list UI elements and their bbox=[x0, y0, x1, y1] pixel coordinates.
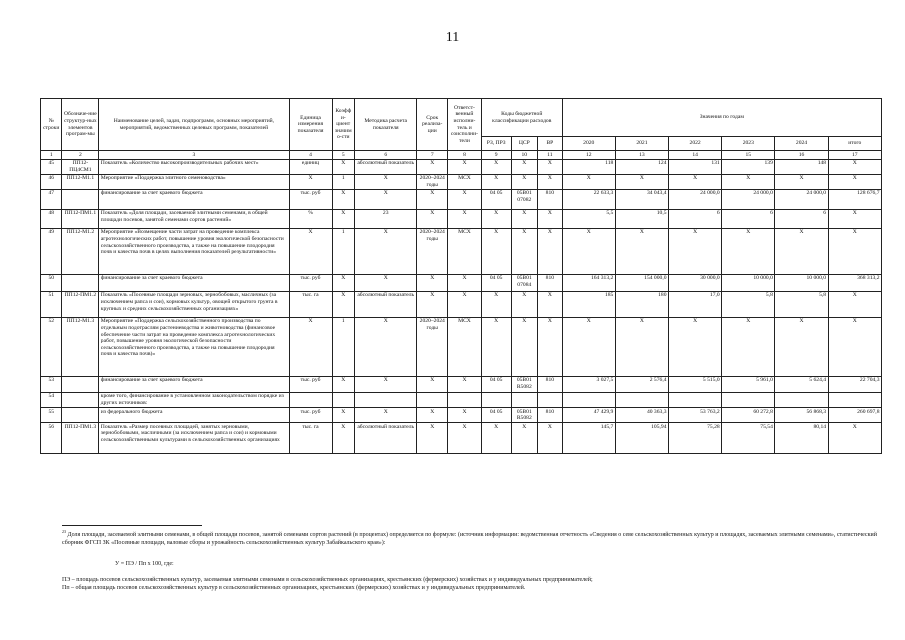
row-number: 55 bbox=[41, 408, 62, 423]
csr-code-cell: 05В01 R5082 bbox=[511, 408, 538, 423]
year-value-cell: X bbox=[615, 174, 668, 189]
year-value-cell: 10 000,0 bbox=[722, 274, 775, 291]
year-value-cell: 139 bbox=[722, 159, 775, 174]
table-row bbox=[41, 159, 882, 174]
column-number: 8 bbox=[448, 151, 482, 160]
header-unit: Единица измерения показателя bbox=[289, 99, 332, 151]
vr-code-cell: X bbox=[538, 228, 563, 274]
column-number: 3 bbox=[99, 151, 289, 160]
element-code bbox=[62, 189, 99, 209]
indicator-name: Показатель «Размер посевных площадей, занятых зерновыми, зернобобовыми, масличными (за исключением рапса и сои) и кормовыми сельскохозяйственными культурами в сельскохозяйственных организациях bbox=[99, 423, 289, 454]
coefficient-cell: X bbox=[332, 376, 355, 392]
year-value-cell: X bbox=[669, 174, 722, 189]
row-number: 47 bbox=[41, 189, 62, 209]
unit-cell: % bbox=[289, 209, 332, 228]
term-cell: 2020–2024 годы bbox=[417, 317, 448, 376]
unit-cell: тыс. руб bbox=[289, 408, 332, 423]
table-row bbox=[41, 189, 882, 209]
column-number: 6 bbox=[355, 151, 417, 160]
header-year-2020: 2020 bbox=[562, 137, 615, 151]
year-value-cell: 180 bbox=[615, 291, 668, 317]
coefficient-cell: 1 bbox=[332, 317, 355, 376]
header-term: Срок реализа-ции bbox=[417, 99, 448, 151]
header-year-2022: 2022 bbox=[669, 137, 722, 151]
year-value-cell: 60 272,8 bbox=[722, 408, 775, 423]
year-value-cell: X bbox=[722, 317, 775, 376]
method-cell: X bbox=[355, 376, 417, 392]
footnote-definition-pp: Пп – общая площадь посевов сельскохозяйственных культур в сельскохозяйственных организациях, крестьянских (фермерских) хозяйствах и у индивидуальных предпринимателей. bbox=[62, 585, 526, 591]
unit-cell: тыс. га bbox=[289, 291, 332, 317]
total-value-cell: X bbox=[828, 228, 881, 274]
total-value-cell: X bbox=[828, 159, 881, 174]
year-value-cell: 34 043,4 bbox=[615, 189, 668, 209]
year-value-cell: X bbox=[562, 228, 615, 274]
indicator-name: финансирование за счет краевого бюджета bbox=[99, 376, 289, 392]
year-value-cell: 145,7 bbox=[562, 423, 615, 454]
indicator-name: Показатель «Количество высокопроизводительных рабочих мест» bbox=[99, 159, 289, 174]
year-value-cell: 5 624,4 bbox=[775, 376, 828, 392]
year-value-cell: 10 000,0 bbox=[775, 274, 828, 291]
term-cell: X bbox=[417, 189, 448, 209]
header-name: Наименование целей, задач, подпрограмм, основных мероприятий, мероприятий, ведомственных целевых программ, показателей bbox=[99, 99, 289, 151]
responsible-cell: X bbox=[448, 189, 482, 209]
total-value-cell: 128 676,7 bbox=[828, 189, 881, 209]
coefficient-cell: 1 bbox=[332, 228, 355, 274]
program-indicators-table bbox=[40, 98, 882, 454]
year-value-cell: 17,0 bbox=[669, 291, 722, 317]
year-value-cell: X bbox=[775, 317, 828, 376]
year-value-cell: 30 000,0 bbox=[669, 274, 722, 291]
year-value-cell: X bbox=[722, 174, 775, 189]
footnote-definition-pe: ПЭ – площадь посевов сельскохозяйственных культур, засеваемая элитными семенами в сельскохозяйственных организациях, крестьянских (фермерских) хозяйствах и у индивидуальных предпринимателей; bbox=[62, 577, 593, 583]
footnote-formula: У = ПЭ / Пп х 100, где: bbox=[115, 561, 174, 567]
unit-cell: X bbox=[289, 228, 332, 274]
responsible-cell: МСХ bbox=[448, 317, 482, 376]
table-row bbox=[41, 317, 882, 376]
csr-code-cell: X bbox=[511, 174, 538, 189]
total-value-cell: X bbox=[828, 209, 881, 228]
year-value-cell: 40 363,3 bbox=[615, 408, 668, 423]
year-value-cell: 47 429,9 bbox=[562, 408, 615, 423]
column-number: 7 bbox=[417, 151, 448, 160]
rz-code-cell bbox=[481, 392, 511, 407]
total-value-cell: X bbox=[828, 423, 881, 454]
year-value-cell: X bbox=[562, 317, 615, 376]
rz-code-cell: 04 05 bbox=[481, 376, 511, 392]
row-number: 46 bbox=[41, 174, 62, 189]
indicator-name: из федерального бюджета bbox=[99, 408, 289, 423]
responsible-cell: X bbox=[448, 376, 482, 392]
year-value-cell: 24 000,0 bbox=[722, 189, 775, 209]
year-value-cell: X bbox=[775, 174, 828, 189]
csr-code-cell: X bbox=[511, 209, 538, 228]
year-value-cell: X bbox=[775, 228, 828, 274]
term-cell: X bbox=[417, 408, 448, 423]
header-year-2023: 2023 bbox=[722, 137, 775, 151]
vr-code-cell: X bbox=[538, 317, 563, 376]
year-value-cell bbox=[562, 392, 615, 407]
method-cell: X bbox=[355, 317, 417, 376]
year-value-cell: 24 000,0 bbox=[669, 189, 722, 209]
term-cell: 2020–2024 годы bbox=[417, 228, 448, 274]
term-cell: X bbox=[417, 291, 448, 317]
element-code: ПП12-ПМ1.2 bbox=[62, 291, 99, 317]
vr-code-cell: X bbox=[538, 159, 563, 174]
column-number: 10 bbox=[511, 151, 538, 160]
total-value-cell: X bbox=[828, 317, 881, 376]
indicator-name: Мероприятие «Возмещение части затрат на проведение комплекса агротехнологических работ, повышение уровня экологической безопасности сельскохозяйственного производства, а также на повышение плодородия почв и качества почв в целях выполнения показателей результативности» bbox=[99, 228, 289, 274]
total-value-cell: X bbox=[828, 291, 881, 317]
method-cell bbox=[355, 392, 417, 407]
header-csr: ЦСР bbox=[511, 137, 538, 151]
row-number: 45 bbox=[41, 159, 62, 174]
csr-code-cell: X bbox=[511, 291, 538, 317]
header-year-2021: 2021 bbox=[615, 137, 668, 151]
element-code: ПП12-ПМ1.3 bbox=[62, 423, 99, 454]
indicator-name: Мероприятие «Поддержка сельскохозяйственного производства по отдельным подотраслям растениеводства и животноводства (финансовое обеспечение части затрат на проведение комплекса агротехнологических работ, повышение уровня экологической безопасности сельскохозяйственного производства, а также на повышение плодородия почв и качества почв)» bbox=[99, 317, 289, 376]
header-rz: РЗ, ПРЗ bbox=[481, 137, 511, 151]
year-value-cell: 75,54 bbox=[722, 423, 775, 454]
year-value-cell: X bbox=[562, 174, 615, 189]
year-value-cell bbox=[615, 392, 668, 407]
indicator-name: финансирование за счет краевого бюджета bbox=[99, 189, 289, 209]
year-value-cell: 131 bbox=[669, 159, 722, 174]
row-number: 52 bbox=[41, 317, 62, 376]
csr-code-cell: 05В01 07082 bbox=[511, 189, 538, 209]
table-body bbox=[41, 159, 882, 454]
rz-code-cell: X bbox=[481, 291, 511, 317]
method-cell: 23 bbox=[355, 209, 417, 228]
footnote-body: Доля площади, засеваемой элитными семенами, в общей площади посевов, занятой семенами сортов растений (в процентах) определяется по формуле: (источник информации: ведомственная отчетность «Сведения о севе сельскохозяйственных культур и площадях, засеваемых элитными семенами», статистический сборник ФГСП ЗК «Посевные площади, валовые сборы и урожайность сельскохозяйственных культур Забайкальского края»): bbox=[62, 532, 877, 546]
responsible-cell: МСХ bbox=[448, 228, 482, 274]
csr-code-cell: X bbox=[511, 159, 538, 174]
year-value-cell: 154 000,0 bbox=[615, 274, 668, 291]
vr-code-cell: X bbox=[538, 174, 563, 189]
rz-code-cell: 04 05 bbox=[481, 408, 511, 423]
rz-code-cell: 04 05 bbox=[481, 274, 511, 291]
term-cell: X bbox=[417, 376, 448, 392]
header-year-2024: 2024 bbox=[775, 137, 828, 151]
page-number: 11 bbox=[445, 30, 460, 45]
unit-cell: тыс. руб bbox=[289, 376, 332, 392]
year-value-cell: 5,8 bbox=[722, 291, 775, 317]
year-value-cell: 148 bbox=[775, 159, 828, 174]
year-value-cell: X bbox=[722, 228, 775, 274]
table-row bbox=[41, 291, 882, 317]
csr-code-cell: X bbox=[511, 317, 538, 376]
responsible-cell: X bbox=[448, 423, 482, 454]
element-code bbox=[62, 408, 99, 423]
column-number: 17 bbox=[828, 151, 881, 160]
csr-code-cell: X bbox=[511, 228, 538, 274]
unit-cell: единиц bbox=[289, 159, 332, 174]
column-number: 2 bbox=[62, 151, 99, 160]
year-value-cell: X bbox=[615, 228, 668, 274]
header-values-by-year: Значения по годам bbox=[562, 99, 881, 137]
year-value-cell: 5 961,0 bbox=[722, 376, 775, 392]
csr-code-cell bbox=[511, 392, 538, 407]
year-value-cell: 6 bbox=[722, 209, 775, 228]
year-value-cell: 5,5 bbox=[562, 209, 615, 228]
year-value-cell bbox=[722, 392, 775, 407]
method-cell: X bbox=[355, 408, 417, 423]
year-value-cell: 6 bbox=[669, 209, 722, 228]
vr-code-cell: 810 bbox=[538, 408, 563, 423]
coefficient-cell: X bbox=[332, 423, 355, 454]
rz-code-cell: X bbox=[481, 228, 511, 274]
vr-code-cell: 810 bbox=[538, 189, 563, 209]
method-cell: X bbox=[355, 174, 417, 189]
year-value-cell: 5,8 bbox=[775, 291, 828, 317]
coefficient-cell: X bbox=[332, 189, 355, 209]
table-row bbox=[41, 392, 882, 407]
unit-cell: X bbox=[289, 317, 332, 376]
csr-code-cell: X bbox=[511, 423, 538, 454]
csr-code-cell: 05В01 07084 bbox=[511, 274, 538, 291]
column-number: 16 bbox=[775, 151, 828, 160]
unit-cell: тыс. руб bbox=[289, 274, 332, 291]
vr-code-cell: 810 bbox=[538, 274, 563, 291]
header-responsible: Ответст-венный исполни-тель и соисполни-тели bbox=[448, 99, 482, 151]
element-code: ПП12-М1.1 bbox=[62, 174, 99, 189]
rz-code-cell: X bbox=[481, 174, 511, 189]
year-value-cell: 3 027,5 bbox=[562, 376, 615, 392]
responsible-cell bbox=[448, 392, 482, 407]
vr-code-cell bbox=[538, 392, 563, 407]
element-code: ПП12-ПЦ4СМ1 bbox=[62, 159, 99, 174]
method-cell: X bbox=[355, 228, 417, 274]
header-total: итого bbox=[828, 137, 881, 151]
term-cell: X bbox=[417, 209, 448, 228]
table-row bbox=[41, 376, 882, 392]
method-cell: X bbox=[355, 189, 417, 209]
year-value-cell: 6 bbox=[775, 209, 828, 228]
row-number: 50 bbox=[41, 274, 62, 291]
element-code bbox=[62, 376, 99, 392]
element-code bbox=[62, 274, 99, 291]
year-value-cell: 22 633,3 bbox=[562, 189, 615, 209]
row-number: 49 bbox=[41, 228, 62, 274]
table-row bbox=[41, 274, 882, 291]
vr-code-cell: X bbox=[538, 291, 563, 317]
coefficient-cell: X bbox=[332, 408, 355, 423]
term-cell: X bbox=[417, 159, 448, 174]
footnote-text bbox=[62, 531, 882, 547]
rz-code-cell: X bbox=[481, 317, 511, 376]
footnote-mark: 23 bbox=[62, 529, 66, 534]
table-row bbox=[41, 174, 882, 189]
rz-code-cell: X bbox=[481, 423, 511, 454]
indicator-name: кроме того, финансирование в установленном законодательством порядке из других источников: bbox=[99, 392, 289, 407]
header-method: Методика расчета показателя bbox=[355, 99, 417, 151]
term-cell: X bbox=[417, 274, 448, 291]
row-number: 48 bbox=[41, 209, 62, 228]
method-cell: абсолютный показатель bbox=[355, 423, 417, 454]
table-row bbox=[41, 408, 882, 423]
element-code: ПП12-М1.2 bbox=[62, 228, 99, 274]
year-value-cell: X bbox=[669, 228, 722, 274]
year-value-cell: X bbox=[669, 317, 722, 376]
coefficient-cell: X bbox=[332, 159, 355, 174]
table-row bbox=[41, 228, 882, 274]
element-code: ПП12-М1.3 bbox=[62, 317, 99, 376]
unit-cell: тыс. га bbox=[289, 423, 332, 454]
responsible-cell: МСХ bbox=[448, 174, 482, 189]
year-value-cell: X bbox=[615, 317, 668, 376]
year-value-cell: 164 313,2 bbox=[562, 274, 615, 291]
method-cell: X bbox=[355, 274, 417, 291]
header-vr: ВР bbox=[538, 137, 563, 151]
indicator-name: Мероприятие «Поддержка элитного семеноводства» bbox=[99, 174, 289, 189]
header-row-number: № строки bbox=[41, 99, 62, 151]
year-value-cell: 105,94 bbox=[615, 423, 668, 454]
year-value-cell: 24 000,0 bbox=[775, 189, 828, 209]
total-value-cell: 22 704,3 bbox=[828, 376, 881, 392]
column-number: 12 bbox=[562, 151, 615, 160]
year-value-cell: 75,28 bbox=[669, 423, 722, 454]
year-value-cell bbox=[669, 392, 722, 407]
year-value-cell: 56 868,3 bbox=[775, 408, 828, 423]
column-number: 5 bbox=[332, 151, 355, 160]
responsible-cell: X bbox=[448, 291, 482, 317]
year-value-cell: 10,5 bbox=[615, 209, 668, 228]
footnote-divider bbox=[62, 525, 202, 526]
csr-code-cell: 05В01 R5082 bbox=[511, 376, 538, 392]
total-value-cell: 368 313,2 bbox=[828, 274, 881, 291]
year-value-cell: 53 763,2 bbox=[669, 408, 722, 423]
element-code bbox=[62, 392, 99, 407]
indicator-name: финансирование за счет краевого бюджета bbox=[99, 274, 289, 291]
column-number: 11 bbox=[538, 151, 563, 160]
responsible-cell: X bbox=[448, 159, 482, 174]
column-numbers-row bbox=[41, 151, 882, 160]
column-number: 9 bbox=[481, 151, 511, 160]
row-number: 51 bbox=[41, 291, 62, 317]
term-cell bbox=[417, 392, 448, 407]
year-value-cell bbox=[775, 392, 828, 407]
responsible-cell: X bbox=[448, 408, 482, 423]
year-value-cell: 124 bbox=[615, 159, 668, 174]
rz-code-cell: X bbox=[481, 159, 511, 174]
column-number: 14 bbox=[669, 151, 722, 160]
rz-code-cell: 04 05 bbox=[481, 189, 511, 209]
term-cell: 2020–2024 годы bbox=[417, 174, 448, 189]
total-value-cell: 260 697,8 bbox=[828, 408, 881, 423]
row-number: 53 bbox=[41, 376, 62, 392]
method-cell: абсолютный показатель bbox=[355, 291, 417, 317]
coefficient-cell: X bbox=[332, 274, 355, 291]
unit-cell bbox=[289, 392, 332, 407]
vr-code-cell: X bbox=[538, 209, 563, 228]
header-element-code: Обозначе-ние структур-ных элементов програм-мы bbox=[62, 99, 99, 151]
responsible-cell: X bbox=[448, 209, 482, 228]
term-cell: X bbox=[417, 423, 448, 454]
coefficient-cell: 1 bbox=[332, 174, 355, 189]
table-row bbox=[41, 209, 882, 228]
column-number: 13 bbox=[615, 151, 668, 160]
indicator-name: Показатель «Посевные площади зерновых, зернобобовых, масличных (за исключением рапса и сои), кормовых культур, овощей открытого грунта в крупных и средних сельскохозяйственных организациях» bbox=[99, 291, 289, 317]
header-budget-codes: Коды бюджетной классификации расходов bbox=[481, 99, 562, 137]
total-value-cell: X bbox=[828, 174, 881, 189]
coefficient-cell: X bbox=[332, 209, 355, 228]
column-number: 15 bbox=[722, 151, 775, 160]
rz-code-cell: X bbox=[481, 209, 511, 228]
column-number: 4 bbox=[289, 151, 332, 160]
year-value-cell: 118 bbox=[562, 159, 615, 174]
responsible-cell: X bbox=[448, 274, 482, 291]
header-coefficient: Коэффи-циент значимо-сти bbox=[332, 99, 355, 151]
unit-cell: X bbox=[289, 174, 332, 189]
element-code: ПП12-ПМ1.1 bbox=[62, 209, 99, 228]
table-row bbox=[41, 423, 882, 454]
year-value-cell: 2 576,4 bbox=[615, 376, 668, 392]
coefficient-cell bbox=[332, 392, 355, 407]
unit-cell: тыс. руб bbox=[289, 189, 332, 209]
year-value-cell: 5 515,0 bbox=[669, 376, 722, 392]
vr-code-cell: 810 bbox=[538, 376, 563, 392]
year-value-cell: 80,14 bbox=[775, 423, 828, 454]
coefficient-cell: X bbox=[332, 291, 355, 317]
vr-code-cell: X bbox=[538, 423, 563, 454]
column-number: 1 bbox=[41, 151, 62, 160]
total-value-cell bbox=[828, 392, 881, 407]
row-number: 56 bbox=[41, 423, 62, 454]
method-cell: абсолютный показатель bbox=[355, 159, 417, 174]
indicator-name: Показатель «Доля площади, засеваемой элитными семенами, в общей площади посевов, занятой семенами сортов растений» bbox=[99, 209, 289, 228]
year-value-cell: 185 bbox=[562, 291, 615, 317]
row-number: 54 bbox=[41, 392, 62, 407]
